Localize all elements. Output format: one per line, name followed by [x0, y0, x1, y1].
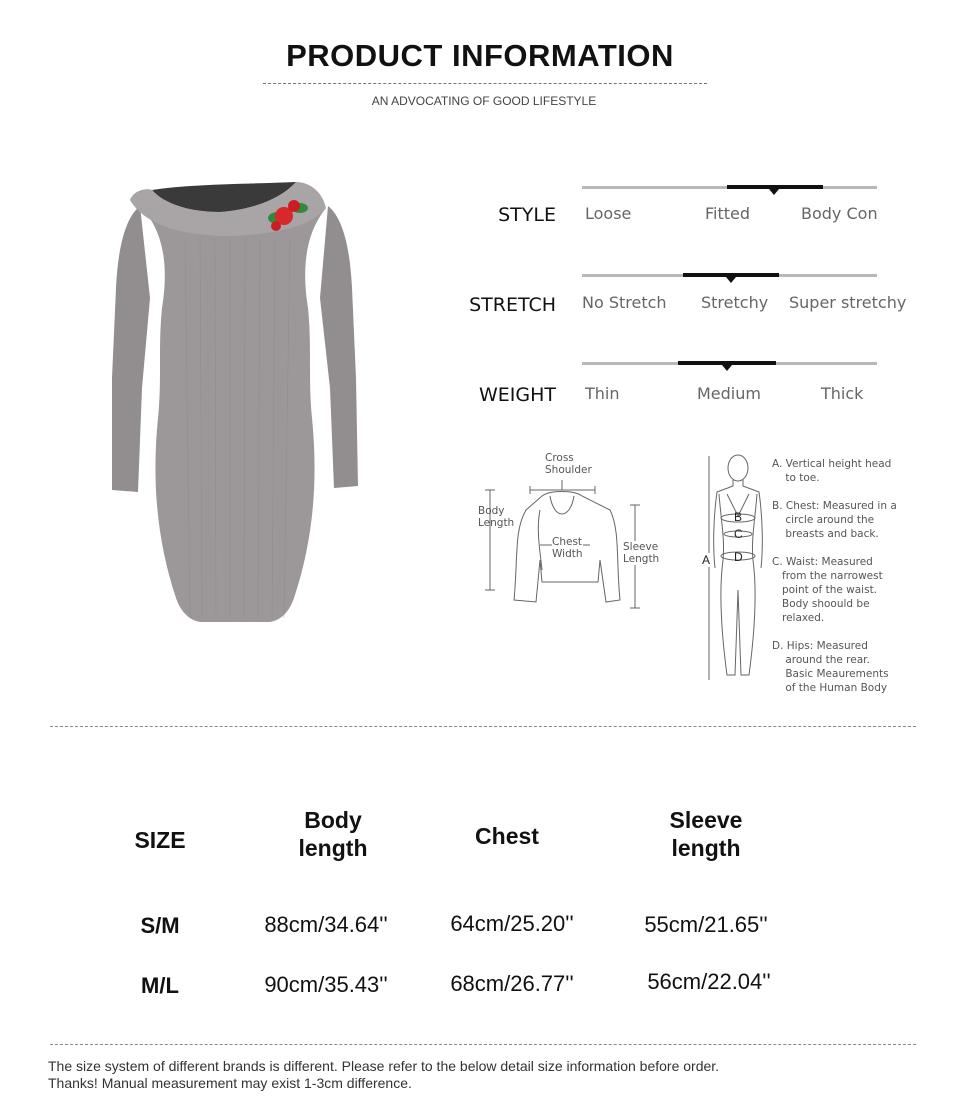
- cross-shoulder-label-line2: Shoulder: [545, 464, 592, 476]
- row-chest: 64cm/25.20'': [450, 911, 574, 936]
- style-label: STYLE: [498, 204, 556, 226]
- stretch-label: STRETCH: [469, 294, 556, 316]
- row-body-length: 88cm/34.64'': [264, 912, 388, 937]
- stretch-pointer-icon: [726, 277, 736, 283]
- section-divider: [50, 726, 916, 727]
- marker-b: B: [734, 510, 743, 524]
- page-title: PRODUCT INFORMATION: [286, 38, 674, 73]
- body-length-label-line2: Length: [478, 517, 515, 529]
- row-size: S/M: [140, 913, 180, 938]
- header-size: SIZE: [134, 827, 186, 853]
- page-subtitle: AN ADVOCATING OF GOOD LIFESTYLE: [371, 94, 597, 108]
- note-vertical-height: A. Vertical height head to toe.: [772, 458, 892, 484]
- header-sleeve-length: Sleeve length: [669, 807, 743, 861]
- sleeve-length-label-line2: Length: [623, 553, 660, 565]
- style-pointer-icon: [769, 189, 779, 195]
- sleeve-length-label-line1: Sleeve: [623, 541, 659, 553]
- chest-width-label: [552, 536, 583, 560]
- weight-option-medium: Medium: [697, 384, 761, 403]
- style-option-fitted: Fitted: [705, 204, 751, 223]
- style-option-loose: Loose: [585, 204, 632, 223]
- body-length-label: [478, 505, 514, 529]
- sleeve-length-label: [623, 541, 659, 565]
- marker-c: C: [734, 527, 743, 541]
- header-chest: Chest: [475, 823, 539, 849]
- note-waist: C. Waist: Measured from the narrowest point of the waist. Body shoould be relaxed.: [772, 556, 883, 624]
- weight-label: WEIGHT: [478, 384, 556, 406]
- note-chest: B. Chest: Measured in a circle around the breasts and back.: [772, 500, 897, 540]
- stretch-option-stretchy: Stretchy: [701, 293, 769, 312]
- stretch-option-no-stretch: No Stretch: [582, 293, 667, 312]
- body-figure-diagram: [705, 450, 770, 685]
- weight-option-thin: Thin: [585, 384, 620, 403]
- cross-shoulder-label-line1: Cross: [545, 452, 574, 464]
- row-sleeve-length: 55cm/21.65'': [644, 912, 768, 937]
- stretch-option-super-stretchy: Super stretchy: [789, 293, 907, 312]
- body-length-label-line1: Body: [478, 505, 505, 517]
- weight-option-thick: Thick: [821, 384, 864, 403]
- footer-divider: [50, 1044, 916, 1045]
- cross-shoulder-label: [545, 452, 592, 476]
- chest-width-label-line2: Width: [552, 548, 583, 560]
- weight-pointer-icon: [722, 365, 732, 371]
- note-hips: D. Hips: Measured around the rear. Basic Meaurements of the Human Body: [772, 640, 889, 694]
- footer-note-line2: Thanks! Manual measurement may exist 1-3cm difference.: [48, 1075, 412, 1091]
- row-sleeve-length: 56cm/22.04'': [647, 969, 771, 994]
- row-size: M/L: [141, 973, 179, 998]
- style-option-body-con: Body Con: [801, 204, 878, 223]
- footer-note-line1: The size system of different brands is different. Please refer to the below detail size information before order.: [48, 1058, 720, 1074]
- product-dress-image: [100, 178, 370, 628]
- chest-width-label-line1: Chest: [552, 536, 583, 548]
- row-chest: 68cm/26.77'': [450, 971, 574, 996]
- marker-a: A: [702, 553, 711, 567]
- marker-d: D: [734, 550, 743, 564]
- title-divider: [263, 83, 707, 84]
- row-body-length: 90cm/35.43'': [264, 972, 388, 997]
- header-body-length: Body length: [298, 807, 368, 861]
